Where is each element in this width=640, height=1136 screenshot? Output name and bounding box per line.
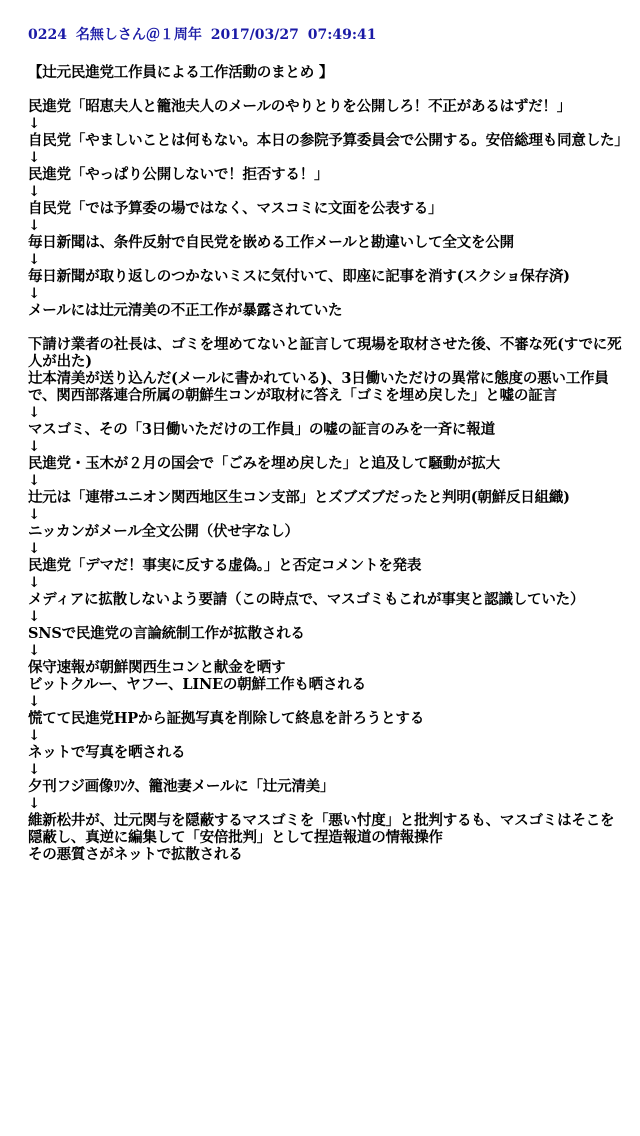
arrow-line: ↓ <box>28 540 40 557</box>
text-line: 維新松井が、辻元関与を隠蔽するマスゴミを「悪い忖度」と批判するも、マスゴミはそこを隠蔽し、真逆に編集して「安倍批判」として捏造報道の情報操作 <box>28 812 615 846</box>
arrow-line: ↓ <box>28 795 40 812</box>
text-line: ニッカンがメール全文公開（伏せ字なし） <box>28 523 299 540</box>
arrow-line: ↓ <box>28 506 40 523</box>
post-number: 0224 <box>28 27 67 43</box>
blank-line <box>28 319 624 336</box>
arrow-line: ↓ <box>28 285 40 302</box>
text-line: ビットクルー、ヤフー、LINEの朝鮮工作も晒される <box>28 676 366 693</box>
arrow-line: ↓ <box>28 251 40 268</box>
text-line: 夕刊フジ画像ﾘﾝｸ、籠池妻メールに「辻元清美」 <box>28 778 335 795</box>
text-line: 辻本清美が送り込んだ(メールに書かれている)、3日働いただけの異常に態度の悪い工作員で、関西部落連合所属の朝鮮生コンが取材に答え「ゴミを埋め戻した」と嘘の証言 <box>28 370 609 404</box>
post-time: 07:49:41 <box>307 27 377 43</box>
text-line: マスゴミ、その「3日働いただけの工作員」の嘘の証言のみを一斉に報道 <box>28 421 495 438</box>
text-line: メールには辻元清美の不正工作が暴露されていた <box>28 302 343 319</box>
arrow-line: ↓ <box>28 438 40 455</box>
arrow-line: ↓ <box>28 693 40 710</box>
arrow-line: ↓ <box>28 608 40 625</box>
post <box>28 26 629 863</box>
arrow-line: ↓ <box>28 727 40 744</box>
text-line: ネットで写真を晒される <box>28 744 186 761</box>
text-line: 民進党「やっぱり公開しないで！拒否する！」 <box>28 166 329 183</box>
arrow-line: ↓ <box>28 404 40 421</box>
post-body <box>28 64 629 863</box>
post-header <box>28 26 624 44</box>
text-line: メディアに拡散しないよう要請（この時点で、マスゴミもこれが事実と認識していた） <box>28 591 585 608</box>
text-line: 民進党・玉木が２月の国会で「ごみを埋め戻した」と追及して騒動が拡大 <box>28 455 500 472</box>
text-line: 毎日新聞が取り返しのつかないミスに気付いて、即座に記事を消す(スクショ保存済) <box>28 268 570 285</box>
text-line: 下請け業者の社長は、ゴミを埋めてないと証言して現場を取材させた後、不審な死(すでに死人が出た) <box>28 336 622 370</box>
text-line: 【辻元民進党工作員による工作活動のまとめ 】 <box>28 64 334 81</box>
arrow-line: ↓ <box>28 642 40 659</box>
arrow-line: ↓ <box>28 183 40 200</box>
post-date: 2017/03/27 <box>210 27 299 43</box>
text-line: 自民党「では予算委の場ではなく、マスコミに文面を公表する」 <box>28 200 443 217</box>
text-line: その悪質さがネットで拡散される <box>28 846 243 863</box>
arrow-line: ↓ <box>28 472 40 489</box>
blank-line <box>28 81 624 98</box>
arrow-line: ↓ <box>28 115 40 132</box>
text-line: SNSで民進党の言論統制工作が拡散される <box>28 625 305 642</box>
text-line: 自民党「やましいことは何もない。本日の参院予算委員会で公開する。安倍総理も同意した」 <box>28 132 629 149</box>
arrow-line: ↓ <box>28 761 40 778</box>
poster-name: 名無しさん＠１周年 <box>75 27 202 43</box>
text-line: 民進党「デマだ！事実に反する虚偽。」と否定コメントを発表 <box>28 557 422 574</box>
arrow-line: ↓ <box>28 574 40 591</box>
text-line: 保守速報が朝鮮関西生コンと献金を晒す <box>28 659 286 676</box>
text-line: 辻元は「連帯ユニオン関西地区生コン支部」とズブズブだったと判明(朝鮮反日組織) <box>28 489 570 506</box>
text-line: 慌てて民進党HPから証拠写真を削除して終息を計ろうとする <box>28 710 425 727</box>
arrow-line: ↓ <box>28 149 40 166</box>
arrow-line: ↓ <box>28 217 40 234</box>
text-line: 毎日新聞は、条件反射で自民党を嵌める工作メールと勘違いして全文を公開 <box>28 234 514 251</box>
text-line: 民進党「昭恵夫人と籠池夫人のメールのやりとりを公開しろ！不正があるはずだ！」 <box>28 98 572 115</box>
